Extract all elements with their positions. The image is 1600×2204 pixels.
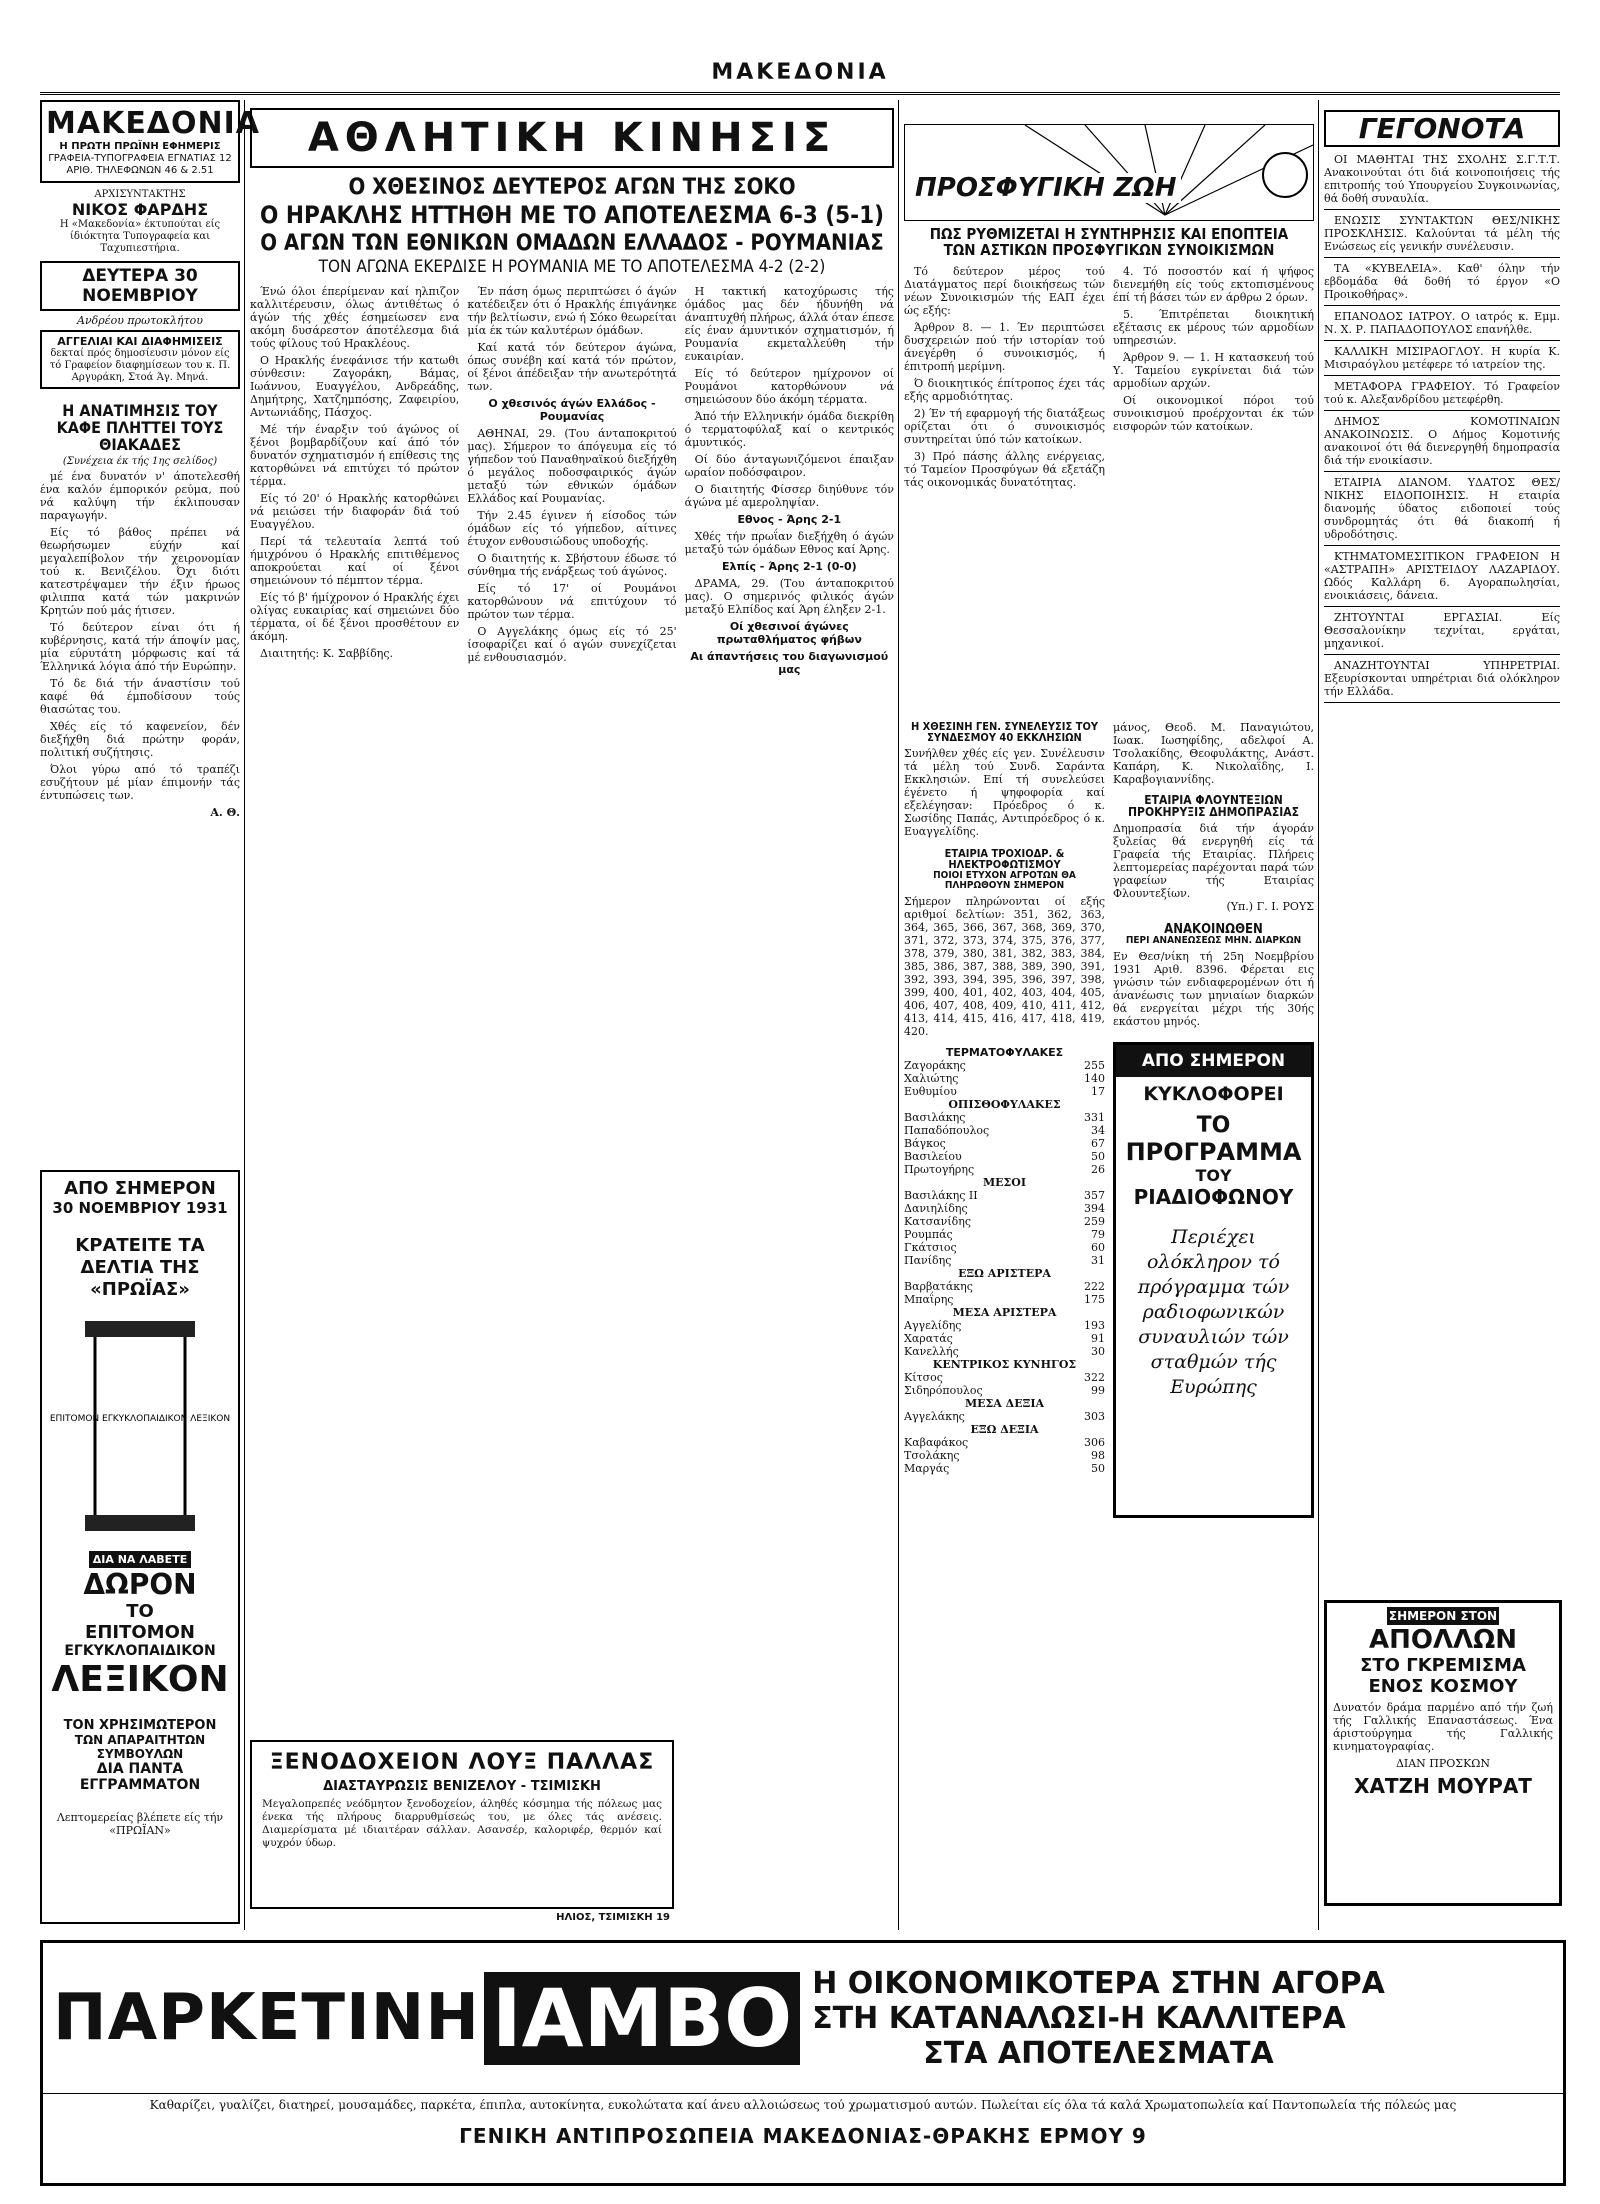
sports-banner <box>250 108 894 168</box>
article-paragraph: Τό δε διά τήν άναστίσιν τού καφέ θά έμποδίσουν τούς θιασώτας του. <box>40 677 240 717</box>
refugee-col-a <box>904 265 1105 715</box>
score-name: ΕΞΩ ΑΡΙΣΤΕΡΑ <box>958 1266 1051 1280</box>
event-item: ΑΝΑΖΗΤΟΥΝΤΑΙ ΥΠΗΡΕΤΡΙΑΙ. Εξευρίσκονται υπηρέτριαι διά ολόκληρον τήν Ελλάδα. <box>1324 659 1560 703</box>
events-banner-text: ΓΕΓΟΝΟΤΑ <box>1358 112 1526 145</box>
score-name: Πανίδης <box>904 1253 952 1267</box>
sports-paragraph: Χθές τήν πρωΐαν διεξήχθη ό άγών μεταξύ τών όμάδων Εθνος καί Άρης. <box>684 530 894 557</box>
refugee-col-b <box>1113 265 1314 715</box>
book-label: ΕΠΙΤΟΜΟΝ ΕΓΚΥΚΛΟΠΑΙΔΙΚΟΝ ΛΕΞΙΚΟΝ <box>49 1414 231 1424</box>
column-rule <box>1318 100 1319 1930</box>
editor-name: ΝΙΚΟΣ ΦΑΡΔΗΣ <box>71 200 209 219</box>
event-item: ΕΠΑΝΟΔΟΣ ΙΑΤΡΟΥ. Ο ιατρός κ. Εμμ. Ν. Χ. Ρ. ΠΑΠΑΔΟΠΟΥΛΟΣ επανήλθε. <box>1324 310 1560 341</box>
event-item: ΜΕΤΑΦΟΡΑ ΓΡΑΦΕΙΟΥ. Τό Γραφείον τού κ. Αλεξανδρίδου μετεφέρθη. <box>1324 380 1560 411</box>
score-value: 331 <box>1084 1110 1105 1124</box>
tender-text: Δημοπρασία διά τήν άγοράν ξυλείας θά ενεργηθή είς τά Γραφεία τής Εταιρίας. Πλήρεις λεπτομερείας παρέχονται παρά τών γραφείων τής Εταιρίας Φλουντεξίων. <box>1113 821 1314 900</box>
events-section <box>1324 100 1560 1930</box>
score-row <box>904 1189 1105 1202</box>
score-name: ΕΞΩ ΔΕΞΙΑ <box>970 1422 1039 1436</box>
promo-gift: ΔΩΡΟΝ <box>83 1568 197 1601</box>
promo-item3: ΛΕΞΙΚΟΝ <box>51 1659 229 1700</box>
score-value: 50 <box>1091 1461 1105 1475</box>
score-value: 394 <box>1084 1201 1105 1215</box>
refugee-banner-text: ΠΡΟΣΦΥΓΙΚΗ ΖΩΗ <box>911 173 1181 203</box>
score-name: Κανελλής <box>904 1344 959 1358</box>
refugee-paragraph: 5. Έπιτρέπεται διοικητική εξέτασις εκ μέρους τών αρμοδίων υπηρεσιών. <box>1113 307 1314 347</box>
promo-take: ΔΙΑ ΝΑ ΛΑΒΕΤΕ <box>89 1551 191 1568</box>
score-value: 303 <box>1084 1409 1105 1423</box>
score-row <box>904 1111 1105 1124</box>
sports-paragraph: Η τακτική κατοχύρωσις τής όμάδος μας δέν ήδυνήθη νά άναπτυχθή πλήρως, άλλά όταν έπεσε είς έναν άμυντικόν σχηματισμόν, ή Ρουμανία εκμεταλλεύθη τήν ευκαιρίαν. <box>684 285 894 364</box>
sports-col-b <box>467 285 676 1635</box>
sports-paragraph: Είς τό 20' ό Ηρακλής κατορθώνει νά μειώσει τήν διαφοράν διά τού Ευαγγέλου. <box>250 492 460 532</box>
score-row <box>904 1280 1105 1293</box>
sports-paragraph: Άπό τήν Ελληνικήν όμάδα διεκρίθη ό τερματοφύλαξ καί ο κεντρικός άμυντικός. <box>684 410 894 450</box>
promo-keep-coupons: ΚΡΑΤΕΙΤΕ ΤΑ ΔΕΛΤΙΑ ΤΗΣ «ΠΡΩΪΑΣ» <box>75 1235 205 1300</box>
score-row <box>904 1254 1105 1267</box>
masthead-rule <box>40 92 1560 95</box>
sports-paragraph: Τήν 2.45 έγινεν ή είσοδος τών όμάδων είς τό γήπεδον, αίτινες έτυχον ενθουσιώδους υποδοχής. <box>467 509 677 549</box>
sports-section <box>250 100 894 1930</box>
score-name: Βαρβατάκης <box>904 1279 973 1293</box>
score-row <box>904 1293 1105 1306</box>
tender-company: ΕΤΑΙΡΙΑ ΦΛΟΥΝΤΕΞΙΩΝ <box>1144 792 1283 807</box>
score-value: 259 <box>1084 1214 1105 1228</box>
sports-paragraph: Ο διαιτητής κ. Σβήστουν έδωσε τό σύνθημα τής ενάρξεως τού άγώνος. <box>467 552 677 579</box>
refugee-paragraph: Οί οικονομικοί πόροι τού συνοικισμού προέρχονται έκ τών εισφορών τών κατοίκων. <box>1113 393 1314 433</box>
promo-footer: Λεπτομερείας βλέπετε είς τήν «ΠΡΩΪΑΝ» <box>56 1811 224 1837</box>
score-name: Χαλιώτης <box>904 1071 959 1085</box>
sports-subheading: Ελπίς - Άρης 2-1 (0-0) <box>721 560 857 574</box>
parketini-iambo-ad <box>40 1940 1566 2186</box>
ad-slogans <box>812 1966 1385 2071</box>
ad-brand-1: ΠΑΡΚΕΤΙΝΗ <box>53 1981 480 2055</box>
sports-headline-1: Ο ΧΘΕΣΙΝΟΣ ΔΕΥΤΕΡΟΣ ΑΓΩΝ ΤΗΣ ΣΟΚΟ <box>348 175 796 200</box>
sports-paragraph: Είς τό δεύτερον ημίχρονον οί Ρουμάνοι κατορθώνουν νά σημειώσουν δύο άκόμη τέρματα. <box>684 367 894 407</box>
newspaper-subtitle: Η ΠΡΩΤΗ ΠΡΩΪΝΗ ΕΦΗΜΕΡΙΣ <box>59 141 221 152</box>
score-row <box>904 1137 1105 1150</box>
lottery-title: ΕΤΑΙΡΙΑ ΤΡΟΧΙΟΔΡ. & ΗΛΕΚΤΡΟΦΩΤΙΣΜΟΥ <box>944 846 1065 872</box>
hotel-text: Μεγαλοπρεπές νεόδμητον ξενοδοχείον, άληθές κόσμημα τής πόλεως μας ένεκα τής πλήρους διαρρυθμίσεώς του, με όλες τάς ανέσεις. Διαμερίσματα μέ ιδιαιτέραν σάλλαν. Ασανσέρ, καλοριφέρ, θερμόν καί ψυχρόν ύδωρ. <box>262 1798 662 1849</box>
score-row <box>904 1332 1105 1345</box>
score-value: 193 <box>1084 1318 1105 1332</box>
ad-description: Καθαρίζει, γυαλίζει, διατηρεί, μουσαμάδες, παρκέτα, έπιπλα, αυτοκίνητα, ευκολώτατα καί άνευ αλλοιώσεως τού χρωματισμού αυτών. Πωλείται είς όλα τά καλά Χρωματοπωλεία καί Παντοπωλεία τής πόλεώς μας <box>43 2093 1563 2116</box>
score-value: 99 <box>1091 1383 1105 1397</box>
refugee-paragraph: 2) Έν τή εφαρμογή τής διατάξεως ορίζεται ότι ό συνοικισμός συντηρείται ύπό τών κατοίκων. <box>904 406 1105 446</box>
sports-paragraph: Είς τό 17' οί Ρουμάνοι κατορθώνουν νά επιτύχουν τό πρώτον των τέρμα. <box>467 582 677 622</box>
article-paragraph: Είς τό βάθος πρέπει νά θεωρήσωμεν εύχήν καί μεγαλεπίβολον τήν χειρονομίαν τού κ. Βενιζέλου. Όχι διότι κατεστρέψαμεν τήν έξιν ήρωος φιλιππα κατά τών μακρινών Κρητών πού μάς ήτισεν. <box>40 526 240 618</box>
score-name: Τσολάκης <box>904 1448 960 1462</box>
tender-title: ΠΡΟΚΗΡΥΞΙΣ ΔΗΜΟΠΡΑΣΙΑΣ <box>1128 805 1299 820</box>
score-name: Γκάτσιος <box>904 1240 957 1254</box>
hotel-address: ΗΛΙΟΣ, ΤΣΙΜΙΣΚΗ 19 <box>556 1912 670 1923</box>
radio-from: ΑΠΟ ΣΗΜΕΡΟΝ <box>1116 1045 1311 1077</box>
score-row <box>904 1163 1105 1176</box>
editor-label: ΑΡΧΙΣΥΝΤΑΚΤΗΣ <box>94 189 186 200</box>
score-row <box>904 1072 1105 1085</box>
score-name: Χαρατάς <box>904 1331 953 1345</box>
editor-note: Η «Μακεδονία» έκτυπούται είς ίδιόκτητα Τυπογραφεία και Ταχυπιεστήρια. <box>59 219 221 254</box>
score-value: 222 <box>1084 1279 1105 1293</box>
sports-subheading: Αι άπαντήσεις του διαγωνισμού μας <box>690 650 889 677</box>
sports-banner-text: ΑΘΛΗΤΙΚΗ ΚΙΝΗΣΙΣ <box>307 115 837 161</box>
promo-item1: ΕΠΙΤΟΜΟΝ <box>85 1622 195 1643</box>
sunrise-illustration <box>905 125 1313 218</box>
cinema-text: Δυνατόν δράμα παρμένο από τήν ζωή τής Γαλλικής Επαναστάσεως. Ένα άριστούργημα τής Γαλλικής κινηματογραφίας. <box>1333 1701 1553 1753</box>
score-value: 91 <box>1091 1331 1105 1345</box>
score-name: Μαργάς <box>904 1461 950 1475</box>
meeting-title: Η ΧΘΕΣΙΝΗ ΓΕΝ. ΣΥΝΕΛΕΥΣΙΣ ΤΟΥ ΣΥΝΔΕΣΜΟΥ 40 ΕΚΚΛΗΣΙΩΝ <box>910 719 1099 745</box>
events-list <box>1324 153 1560 1503</box>
promo-from: ΑΠΟ ΣΗΜΕΡΟΝ <box>64 1178 216 1199</box>
score-row <box>904 1176 1105 1189</box>
scores-list <box>904 1059 1105 1475</box>
refugee-banner <box>904 124 1314 221</box>
score-row <box>904 1358 1105 1371</box>
radio-the: ΤΟ <box>1196 1112 1231 1138</box>
sports-headline-4: ΤΟΝ ΑΓΩΝΑ ΕΚΕΡΔΙΣΕ Η ΡΟΥΜΑΝΙΑ ΜΕ ΤΟ ΑΠΟΤΕΛΕΣΜΑ 4-2 (2-2) <box>318 257 826 278</box>
radio-program-ad <box>1113 1042 1314 1518</box>
score-name: Βασιλάκης <box>904 1110 966 1124</box>
sports-subheading: Οί χθεσινοί άγώνες πρωταθλήματος φήβων <box>716 620 862 647</box>
score-row <box>904 1059 1105 1072</box>
score-row <box>904 1410 1105 1423</box>
score-row <box>904 1215 1105 1228</box>
article-paragraph: μέ ένα δυνατόν ν' άποτελεσθή ένα καλόν έμπορικόν ρεύμα, πού νά καλύψη τήν έκλιπουσαν παραγωγήν. <box>40 470 240 523</box>
promo-date: 30 ΝΟΕΜΒΡΙΟΥ 1931 <box>52 1199 228 1217</box>
cinema-today: ΣΗΜΕΡΟΝ ΣΤΟΝ <box>1388 1609 1498 1623</box>
meeting-members: μάνος, Θεοδ. Μ. Παναγιώτου, Ιωακ. Ιωσηφίδης, αδελφοί Α. Τσολακίδης, Θεοφυλάκτης, Ανάστ. Καπάρη, Κ. Νικολαΐδης, Ι. Καραβογιαννίδης. <box>1113 720 1314 786</box>
tender-signature: (Υπ.) Γ. Ι. ΡΟΥΣ <box>1226 899 1314 913</box>
score-name: Κίτσος <box>904 1370 943 1384</box>
page-masthead: ΜΑΚΕΔΟΝΙΑ <box>711 60 889 85</box>
event-item: ΟΙ ΜΑΘΗΤΑΙ ΤΗΣ ΣΧΟΛΗΣ Σ.Γ.Τ.Τ. Ανακοινούται ότι διά κοινοποιήσεις τής επιτροπής τού Υπουργείου Συγκοινωνίας, θά δοθή συναυλία. <box>1324 153 1560 210</box>
score-name: Καβαφάκος <box>904 1435 969 1449</box>
ad-slogan-1: Η ΟΙΚΟΝΟΜΙΚΟΤΕΡΑ ΣΤΗΝ ΑΓΟΡΑ <box>812 1965 1385 2001</box>
meeting-text: Συνήλθεν χθές είς γεν. Συνέλευσιν τά μέλη τού Συνδ. Σαράντα Εκκλησιών. Επί τή συνελεύσει έγένετο ή ψηφοφορία καί εξελέγησαν: Πρόεδρος ό κ. Σωσίδης Παπάς, Αντιπρόεδρος ό κ. Ευαγγελίδης. <box>904 746 1105 838</box>
events-banner <box>1324 110 1560 147</box>
dictionary-book-illustration <box>49 1311 231 1541</box>
sports-paragraph: ΔΡΑΜΑ, 29. (Του άνταποκριτού μας). Ο σημερινός φιλικός άγών μεταξύ Ελπίδος καί Άρη έληξεν 2-1. <box>684 577 894 617</box>
article-signature: Α. Θ. <box>210 806 240 820</box>
score-name: Πρωτογήρης <box>904 1162 975 1176</box>
ads-text: δεκταί πρός δημοσίευσιν μόνον είς τό Γραφείον διαφημίσεων του κ. Π. Αργυράκη, Στοά Άγ. Μηνά. <box>49 348 231 383</box>
refugee-paragraph: 4. Τό ποσοστόν καί ή ψήφος διενεμήθη είς τούς εκτοπισμένους έπί τή βάσει τών εν άρθρω 2 όρων. <box>1113 264 1314 304</box>
sports-paragraph: Έν πάση όμως περιπτώσει ό άγών κατέδειξεν ότι ό Ηρακλής έπιγάνηκε τήν βελτίωσιν, ενώ ή Σόκο θεωρείται μία έκ τών καλυτέρων όμάδων. <box>467 285 677 338</box>
score-row <box>904 1150 1105 1163</box>
score-name: Αγγελίδης <box>904 1318 962 1332</box>
coffee-article-body <box>40 470 240 819</box>
score-row <box>904 1397 1105 1410</box>
refugee-lower <box>904 721 1314 1518</box>
promo-item2: ΕΓΚΥΚΛΟΠΑΙΔΙΚΟΝ <box>64 1643 216 1659</box>
score-value: 17 <box>1091 1084 1105 1098</box>
score-name: Αγγελάκης <box>904 1409 965 1423</box>
score-row <box>904 1436 1105 1449</box>
sports-headline-3: Ο ΑΓΩΝ ΤΩΝ ΕΘΝΙΚΩΝ ΟΜΑΔΩΝ ΕΛΛΑΔΟΣ - ΡΟΥΜΑΝΙΑΣ <box>260 231 884 257</box>
refugee-title-1: ΠΩΣ ΡΥΘΜΙΖΕΤΑΙ Η ΣΥΝΤΗΡΗΣΙΣ ΚΑΙ ΕΠΟΠΤΕΙΑ <box>929 225 1289 243</box>
refugee-title-2: ΤΩΝ ΑΣΤΙΚΩΝ ΠΡΟΣΦΥΓΙΚΩΝ ΣΥΝΟΙΚΙΣΜΩΝ <box>943 240 1275 259</box>
ad-agency: ΓΕΝΙΚΗ ΑΝΤΙΠΡΟΣΩΠΕΙΑ ΜΑΚΕΔΟΝΙΑΣ-ΘΡΑΚΗΣ ΕΡΜΟΥ 9 <box>459 2124 1147 2148</box>
score-value: 31 <box>1091 1253 1105 1267</box>
notice-subtitle: ΠΕΡΙ ΑΝΑΝΕΩΣΕΩΣ ΜΗΝ. ΔΙΑΡΚΩΝ <box>1125 935 1302 947</box>
score-name: Παπαδόπουλος <box>904 1123 990 1137</box>
promo-desc1: ΤΟΝ ΧΡΗΣΙΜΩΤΕΡΟΝ <box>63 1718 217 1733</box>
hotel-lux-pallas-ad <box>250 1740 674 1909</box>
sports-columns <box>250 285 894 1635</box>
cinema-film-line-2: ΕΝΟΣ ΚΟΣΜΟΥ <box>1368 1676 1518 1697</box>
cinema-name: ΑΠΟΛΛΩΝ <box>1368 1625 1518 1655</box>
score-row <box>904 1371 1105 1384</box>
score-name: ΜΕΣΟΙ <box>982 1175 1027 1189</box>
score-row <box>904 1085 1105 1098</box>
sports-subheading: Ο χθεσινός άγών Ελλάδος - Ρουμανίας <box>488 397 656 424</box>
score-value: 50 <box>1091 1149 1105 1163</box>
score-name: Ευθυμίου <box>904 1084 957 1098</box>
newspaper-phones: ΑΡΙΘ. ΤΗΛΕΦΩΝΩΝ 46 & 2.51 <box>66 165 214 176</box>
score-row <box>904 1241 1105 1254</box>
sports-paragraph: Περί τά τελευταία λεπτά τού ήμιχρόνου ό Ηρακλής επιτιθέμενος αποκρούεται καί οί ξένοι σημειώνουν τό πέμπτον τέρμα. <box>250 535 460 588</box>
sports-headline-2: Ο ΗΡΑΚΛΗΣ ΗΤΤΗΘΗ ΜΕ ΤΟ ΑΠΟΤΕΛΕΣΜΑ 6-3 (5-1) <box>260 201 884 230</box>
cinema-film-line-1: ΣΤΟ ΓΚΡΕΜΙΣΜΑ <box>1360 1655 1526 1676</box>
event-item: ΕΝΩΣΙΣ ΣΥΝΤΑΚΤΩΝ ΘΕΣ/ΝΙΚΗΣ ΠΡΟΣΚΛΗΣΙΣ. Καλούνται τά μέλη τής Ενώσεως είς γενικήν συνέλευσιν. <box>1324 214 1560 258</box>
score-name: Βασιλείου <box>904 1149 962 1163</box>
score-row <box>904 1345 1105 1358</box>
event-item: ΖΗΤΟΥΝΤΑΙ ΕΡΓΑΣΙΑΙ. Είς Θεσσαλονίκην τεχνίται, εργάται, μηχανικοί. <box>1324 611 1560 655</box>
ad-slogan-2: ΣΤΗ ΚΑΤΑΝΑΛΩΣΙ-Η ΚΑΛΛΙΤΕΡΑ <box>812 2000 1346 2036</box>
refugee-paragraph: Ό διοικητικός έπίτροπος έχει τάς εξής αρμοδιότητας. <box>904 376 1105 403</box>
column-rule <box>244 100 245 1930</box>
radio-published: ΚΥΚΛΟΦΟΡΕΙ <box>1143 1082 1284 1105</box>
score-row <box>904 1449 1105 1462</box>
promo-desc3: ΔΙΑ ΠΑΝΤΑ ΕΓΓΡΑΜΜΑΤΟΝ <box>79 1761 201 1793</box>
refugee-paragraph: Άρθρον 9. — 1. Η κατασκευή τού Υ. Ταμείου εγκρίνεται διά τών αρμοδίων αρχών. <box>1113 350 1314 390</box>
score-value: 175 <box>1084 1292 1105 1306</box>
promo-to: ΤΟ <box>126 1601 154 1622</box>
promo-desc2: ΤΩΝ ΑΠΑΡΑΙΤΗΤΩΝ ΣΥΜΒΟΥΛΩΝ <box>74 1733 206 1761</box>
ad-headline-row <box>43 1943 1563 2093</box>
score-name: Βασιλάκης ΙΙ <box>904 1188 978 1202</box>
score-value: 98 <box>1091 1448 1105 1462</box>
editor-block <box>40 189 240 255</box>
score-row <box>904 1098 1105 1111</box>
ad-brand-2: ΙΑΜΒΟ <box>484 1972 800 2065</box>
refugee-lower-right <box>1113 721 1314 1518</box>
coffee-article-title: Η ΑΝΑΤΙΜΗΣΙΣ ΤΟΥ ΚΑΦΕ ΠΛΗΤΤΕΙ ΤΟΥΣ ΘΙΑΚΑΔΕΣ <box>56 401 224 454</box>
lottery-subtitle: ΠΟΙΟΙ ΕΤΥΧΟΝ ΑΓΡΟΤΩΝ ΘΑ ΠΛΗΡΩΘΟΥΝ ΣΗΜΕΡΟΝ <box>933 869 1076 892</box>
sports-paragraph: Είς τό β' ήμίχρονον ό Ηρακλής έχει ολίγας ευκαιρίας καί σημειώνει δύο τέρματα, οί δέ ξένοι προσθέτουν εν άκόμη. <box>250 591 460 644</box>
lottery-text: Σήμερον πληρώνονται οί εξής αριθμοί δελτίων: 351, 362, 363, 364, 365, 366, 367, 368, 369, 370, 371, 372, 373, 374, 375, 376, 377, 378, 379, 380, 381, 382, 383, 384, 385, 386, 387, 388, 389, 390, 391, 392, 393, 394, 395, 396, 397, 398, 399, 400, 401, 402, 403, 404, 405, 406, 407, 408, 409, 410, 411, 412, 413, 414, 415, 416, 417, 418, 419, 420. <box>904 894 1105 1038</box>
refugee-paragraph: 3) Πρό πάσης άλλης ενέργειας, τό Ταμείον Προσφύγων θά εξετάζη τάς οικονομικάς δυνατότητας. <box>904 449 1105 489</box>
score-row <box>904 1228 1105 1241</box>
score-name: ΚΕΝΤΡΙΚΟΣ ΚΥΝΗΓΟΣ <box>932 1357 1077 1371</box>
sports-col-c <box>685 285 894 1635</box>
sports-subheading: Εθνος - Άρης 2-1 <box>737 513 842 527</box>
sports-paragraph: Διαιτητής: Κ. Σαββίδης. <box>260 647 394 661</box>
sports-paragraph: Ο Αγγελάκης όμως είς τό 25' ίσοφαρίζει καί ό αγών συνεχίζεται μέ ενθουσιασμόν. <box>467 625 677 665</box>
notice-title: ΑΝΑΚΟΙΝΩΘΕΝ <box>1164 921 1263 937</box>
hotel-title: ΞΕΝΟΔΟΧΕΙΟΝ ΛΟΥΞ ΠΑΛΛΑΣ <box>269 1750 655 1775</box>
score-value: 306 <box>1084 1435 1105 1449</box>
article-paragraph: Τό δεύτερον είναι ότι ή κυβέρνησις, κατά τήν άποψίν μας, μία εύρυτάτη μόρφωσις καί τά Έλληνικά λόγια άπό τήν Ευρώπην. <box>40 621 240 674</box>
cinema-star: ΧΑΤΖΗ ΜΟΥΡΑΤ <box>1354 1774 1532 1798</box>
refugee-paragraph: Τό δεύτερον μέρος τού Διατάγματος περί διοικήσεως τών νέων Συνοικισμών τής ΕΑΠ έχει ώς εξής: <box>904 264 1105 317</box>
score-value: 140 <box>1084 1071 1105 1085</box>
ads-label: ΑΓΓΕΛΙΑΙ ΚΑΙ ΔΙΑΦΗΜΙΣΕΙΣ <box>57 335 223 348</box>
score-row <box>904 1306 1105 1319</box>
ads-notice <box>40 330 240 389</box>
sports-paragraph: ΑΘΗΝΑΙ, 29. (Του άνταποκριτού μας). Σήμερον το άπόγευμα είς τό γήπεδον τού Παναθηναϊκού διεξήχθη ό μεγάλος ποδοσφαιρικός άγών μεταξύ τών εθνικών όμάδων Ελλάδος καί Ρουμανίας. <box>467 427 677 506</box>
event-item: ΕΤΑΙΡΙΑ ΔΙΑΝΟΜ. ΥΔΑΤΟΣ ΘΕΣ/ΝΙΚΗΣ ΕΙΔΟΠΟΙΗΣΙΣ. Η εταιρία διανομής ύδατος ειδοποιεί τούς συνδρομητάς ότι θά διακοπή ή υδροδότησις. <box>1324 476 1560 546</box>
score-row <box>904 1462 1105 1475</box>
score-name: Σιδηρόπουλος <box>904 1383 983 1397</box>
sports-paragraph: Καί κατά τόν δεύτερον άγώνα, όπως συνέβη καί κατά τόν πρώτον, οί ξένοι άπέδειξαν τήν ανωτερότητά των. <box>467 341 677 394</box>
score-row <box>904 1202 1105 1215</box>
refugee-paragraph: Άρθρον 8. — 1. Έν περιπτώσει δυσχερειών πού τήν ιστορίαν τού άνεγέρθη ό συνοικισμός, ή έπιτροπή μερίμνη. <box>904 320 1105 373</box>
score-name: Βάγκος <box>904 1136 946 1150</box>
sports-paragraph: Ο διαιτητής Φίσσερ διηύθυνε τόν άγώνα μέ αμεροληψίαν. <box>684 483 894 510</box>
score-row <box>904 1124 1105 1137</box>
radio-name: ΡΙΑΔΙΟΦΩΝΟΥ <box>1133 1184 1294 1209</box>
notice-text: Εν Θεσ/νίκη τή 25η Νοεμβρίου 1931 Αριθ. 8396. Φέρεται εις γνώσιν τών ενδιαφερομένων ότι ή άνανέωσις των μηνιαίων διαρκών θά ενεργείται μέχρι τής 30ής εκάστου μηνός. <box>1113 949 1314 1028</box>
refugee-lower-left <box>904 721 1105 1518</box>
saint-of-day: Ανδρέου πρωτοκλήτου <box>77 314 203 327</box>
hotel-subtitle: ΔΙΑΣΤΑΥΡΩΣΙΣ ΒΕΝΙΖΕΛΟΥ - ΤΣΙΜΙΣΚΗ <box>323 1779 601 1794</box>
sports-col-a <box>250 285 459 1635</box>
radio-of: ΤΟΥ <box>1195 1165 1232 1185</box>
cinema-price: ΔΙΑΝ ΠΡΟΣΚΩΝ <box>1395 1757 1491 1770</box>
score-value: 255 <box>1084 1058 1105 1072</box>
score-value: 79 <box>1091 1227 1105 1241</box>
issue-date: ΔΕΥΤΕΡΑ 30 ΝΟΕΜΒΡΙΟΥ <box>82 266 198 306</box>
event-item: ΤΑ «ΚΥΒΕΛΕΙΑ». Καθ' όλην τήν εβδομάδα θά δοθή τό έργον «Ο Προικοθήρας». <box>1324 262 1560 306</box>
score-name: Κατσανίδης <box>904 1214 972 1228</box>
event-item: ΚΤΗΜΑΤΟΜΕΣΙΤΙΚΟΝ ΓΡΑΦΕΙΟΝ Η «ΑΣΤΡΑΠΗ» ΑΡΙΣΤΕΙΔΟΥ ΛΑΖΑΡΙΔΟΥ. Ωδός Καλλάρη 6. Αγοραπωλησίαι, ενοικιάσεις, δάνεια. <box>1324 550 1560 607</box>
left-column <box>40 100 261 1930</box>
sports-paragraph: Οί δύο άνταγωνιζόμενοι έπαιξαν ωραίον ποδόσφαιρον. <box>684 453 894 480</box>
score-name: Ρουμπάς <box>904 1227 953 1241</box>
score-name: ΟΠΙΣΘΟΦΥΛΑΚΕΣ <box>948 1097 1061 1111</box>
refugee-columns <box>904 265 1314 715</box>
apollon-cinema-ad <box>1324 1600 1562 1906</box>
lexicon-promo-ad <box>40 1170 240 1924</box>
score-value: 34 <box>1091 1123 1105 1137</box>
score-name: Μπαΐρης <box>904 1292 954 1306</box>
date-box <box>40 261 240 311</box>
score-value: 60 <box>1091 1240 1105 1254</box>
score-value: 26 <box>1091 1162 1105 1176</box>
score-row <box>904 1319 1105 1332</box>
score-value: 67 <box>1091 1136 1105 1150</box>
sports-paragraph: Ο Ηρακλής ένεφάνισε τήν κατωθι σύνθεσιν: Ζαγοράκη, Βάμας, Ιωάννου, Ευαγγέλου, Ανδρεάδης, Δημήτρης, Χατζημπόσης, Ζαφειρίου, Αντωνιάδης, Πάσχος. <box>250 354 460 420</box>
sports-paragraph: Ένώ όλοι έπερίμεναν καί ηλπιζον καλλιτέρευσιν, όλως άντιθέτως ό άγών τής χθές έσημείωσεν ενα ακόμη δυσάρεστον άποτέλεσμα διά τούς φίλους τού Ηρακλέους. <box>250 285 460 351</box>
newspaper-info-box <box>40 100 261 183</box>
radio-description: Περιέχει ολόκληρον τό πρόγραμμα τών ραδιοφωνικών συναυλιών τών σταθμών τής Ευρώπης <box>1137 1225 1290 1398</box>
score-row <box>904 1267 1105 1280</box>
refugee-section <box>904 100 1314 1930</box>
score-name: ΜΕΣΑ ΑΡΙΣΤΕΡΑ <box>952 1305 1057 1319</box>
newspaper-title: ΜΑΚΕΔΟΝΙΑ <box>46 106 261 141</box>
score-row <box>904 1423 1105 1436</box>
score-name: Δανιηλίδης <box>904 1201 968 1215</box>
ad-slogan-3: ΣΤΑ ΑΠΟΤΕΛΕΣΜΑΤΑ <box>923 2035 1274 2071</box>
event-item: ΚΑΛΛΙΚΗ ΜΙΣΙΡΑΟΓΛΟΥ. Η κυρία Κ. Μισιραόγλου μετέφερε τό ιατρείον της. <box>1324 345 1560 376</box>
score-row <box>904 1384 1105 1397</box>
score-value: 30 <box>1091 1344 1105 1358</box>
score-value: 357 <box>1084 1188 1105 1202</box>
sports-paragraph: Μέ τήν έναρξιν τού άγώνος οί ξένοι βομβαρδίζουν καί άπό τόν δυνατόν σχηματισμόν ή επίθεσις της κατορθώνει νά επιτύχει τό πρώτον τέρμα. <box>250 423 460 489</box>
radio-program: ΠΡΟΓΡΑΜΜΑ <box>1125 1137 1302 1166</box>
column-rule <box>898 100 899 1930</box>
score-name: Ζαγοράκης <box>904 1058 966 1072</box>
article-paragraph: Όλοι γύρω από τό τραπέζι εσυζήτουν μέ μίαν έπιμονήν τάς έντυπώσεις των. <box>40 763 240 803</box>
coffee-article-subtitle: (Συνέχεια έκ τής 1ης σελίδος) <box>62 456 218 468</box>
scores-header: ΤΕΡΜΑΤΟΦΥΛΑΚΕΣ <box>945 1045 1064 1059</box>
event-item: ΔΗΜΟΣ ΚΟΜΟΤΙΝΑΙΩΝ ΑΝΑΚΟΙΝΩΣΙΣ. Ο Δήμος Κομοτινής ανακοινοί ότι θά διενεργηθή δημοπρασία διά τήν ενοικίασιν. <box>1324 415 1560 472</box>
score-value: 322 <box>1084 1370 1105 1384</box>
article-paragraph: Χθές είς τό καφενείον, δέν διεξήχθη διά πρώτην φοράν, πολιτική συζήτησις. <box>40 720 240 760</box>
newspaper-address: ΓΡΑΦΕΙΑ-ΤΥΠΟΓΡΑΦΕΙΑ ΕΓΝΑΤΙΑΣ 12 <box>48 153 232 164</box>
score-name: ΜΕΣΑ ΔΕΞΙΑ <box>964 1396 1045 1410</box>
